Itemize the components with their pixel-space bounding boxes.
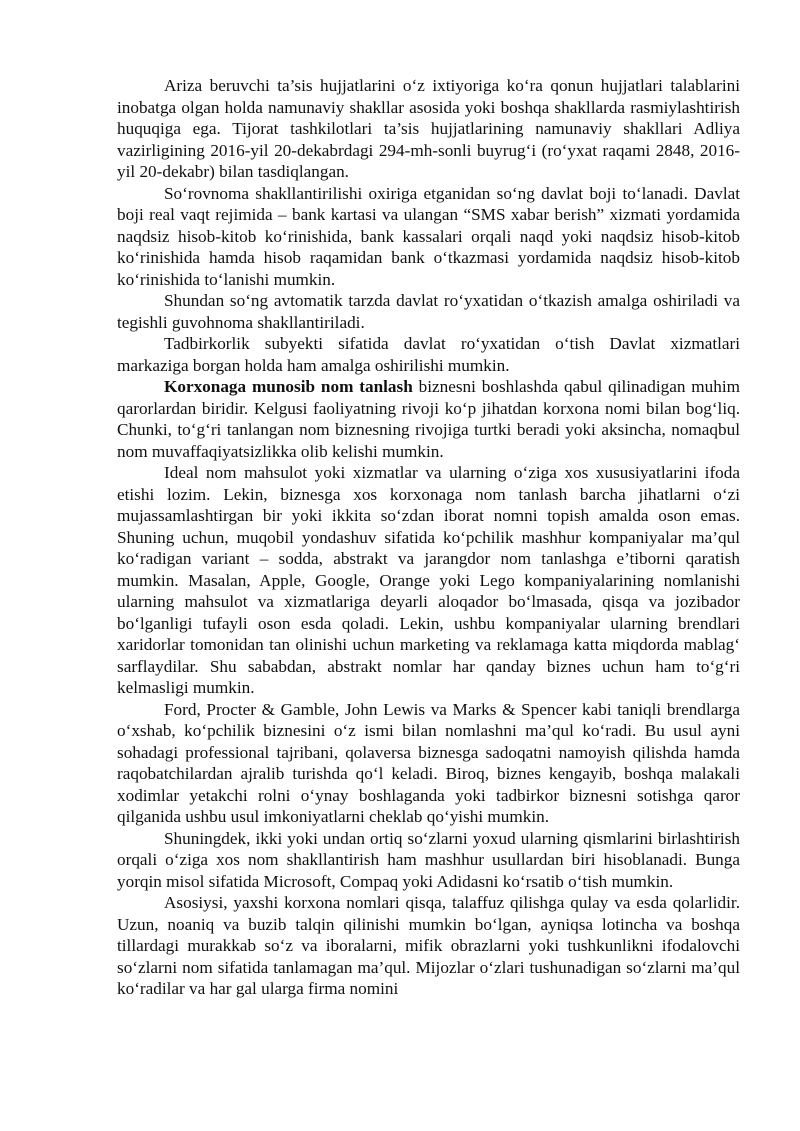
paragraph [117,699,740,828]
paragraph [117,290,740,333]
paragraph [117,892,740,1000]
paragraph [117,333,740,376]
paragraph-text: Shuningdek, ikki yoki undan ortiq so‘zlarni yoxud ularning qismlarini birlashtirish orqali o‘ziga xos nom shakllantirish ham mashhur usullardan biri hisoblanadi. Bunga yorqin misol sifatida Microsoft, Compaq yoki Adidasni ko‘rsatib o‘tish mumkin. [117,828,740,891]
bold-lead: Korxonaga munosib nom tanlash [164,377,413,396]
paragraph [117,462,740,699]
paragraph-text: biznesni boshlashda qabul qilinadigan muhim qarorlardan biridir. Kelgusi faoliyatning rivoji ko‘p jihatdan korxona nomi bilan bog‘liq. Chunki, to‘g‘ri tanlangan nom biznesning rivojiga turtki beradi yoki aksincha, nomaqbul nom muvaffaqiyatsizlikka olib kelishi mumkin. [117,377,740,461]
paragraph [117,376,740,462]
paragraph-text: Asosiysi, yaxshi korxona nomlari qisqa, talaffuz qilishga qulay va esda qolarlidir. Uzun, noaniq va buzib talqin qilinishi mumkin bo‘lgan, ayniqsa lotincha va boshqa tillardagi murakkab so‘z va iboralarni, mifik obrazlarni yoki tushkunlikni ifodalovchi so‘zlarni nom sifatida tanlamagan ma’qul. Mijozlar o‘zlari tushunadigan so‘zlarni ma’qul ko‘radilar va har gal ularga firma nomini [117,893,740,998]
paragraph-text: So‘rovnoma shakllantirilishi oxiriga etganidan so‘ng davlat boji to‘lanadi. Davlat boji real vaqt rejimida – bank kartasi va ulangan “SMS xabar berish” xizmati yordamida naqdsiz hisob-kitob ko‘rinishida, bank kassalari orqali naqd yoki naqdsiz hisob-kitob ko‘rinishida hamda hisob raqamidan bank o‘tkazmasi yordamida naqdsiz hisob-kitob ko‘rinishida to‘lanishi mumkin. [117,183,740,289]
paragraph-text: Ariza beruvchi ta’sis hujjatlarini o‘z ixtiyoriga ko‘ra qonun hujjatlari talablarini inobatga olgan holda namunaviy shakllar asosida yoki boshqa shakllarda rasmiylashtirish huquqiga ega. Tijorat tashkilotlari ta’sis hujjatlarining namunaviy shakllari Adliya vazirligining 2016-yil 20-dekabrdagi 294-mh-sonli buyrug‘i (ro‘yxat raqami 2848, 2016-yil 20-dekabr) bilan tasdiqlangan. [117,76,740,181]
paragraph [117,75,740,183]
paragraph-text: Shundan so‘ng avtomatik tarzda davlat ro‘yxatidan o‘tkazish amalga oshiriladi va tegishli guvohnoma shakllantiriladi. [117,291,740,332]
paragraph-text: Tadbirkorlik subyekti sifatida davlat ro‘yxatidan o‘tish Davlat xizmatlari markaziga borgan holda ham amalga oshirilishi mumkin. [117,334,740,375]
paragraph-text: Ideal nom mahsulot yoki xizmatlar va ularning o‘ziga xos xususiyatlarini ifoda etishi lozim. Lekin, biznesga xos korxonaga nom tanlash barcha jihatlarni o‘zi mujassamlashtirgan bir yoki ikkita so‘zdan iborat nomni topish amalda oson emas. Shuning uchun, muqobil yondashuv sifatida ko‘pchilik mashhur kompaniyalar ma’qul ko‘radigan variant – sodda, abstrakt va jarangdor nom tanlashga e’tiborni qaratish mumkin. Masalan, Apple, Google, Orange yoki Lego kompaniyalarining nomlanishi ularning mahsulot va xizmatlariga deyarli aloqador bo‘lmasada, qisqa va jozibador bo‘lganligi tufayli oson esda qoladi. Lekin, ushbu kompaniyalar ularning brendlari xaridorlar tomonidan tan olinishi uchun marketing va reklamaga katta miqdorda mablag‘ sarflaydilar. Shu sababdan, abstrakt nomlar har qanday biznes uchun ham to‘g‘ri kelmasligi mumkin. [117,463,740,697]
paragraph [117,828,740,893]
paragraph-text: Ford, Procter & Gamble, John Lewis va Marks & Spencer kabi taniqli brendlarga o‘xshab, ko‘pchilik biznesini o‘z ismi bilan nomlashni ma’qul ko‘radi. Bu usul ayni sohadagi professional tajribani, qolaversa biznesga sadoqatni namoyish qilishda hamda raqobatchilardan ajralib turishda qo‘l keladi. Biroq, biznes kengayib, boshqa malakali xodimlar yetakchi rolni o‘ynay boshlaganda yoki tadbirkor biznesni sotishga qaror qilganida ushbu usul imkoniyatlarni cheklab qo‘yishi mumkin. [117,699,740,826]
paragraph [117,183,740,291]
